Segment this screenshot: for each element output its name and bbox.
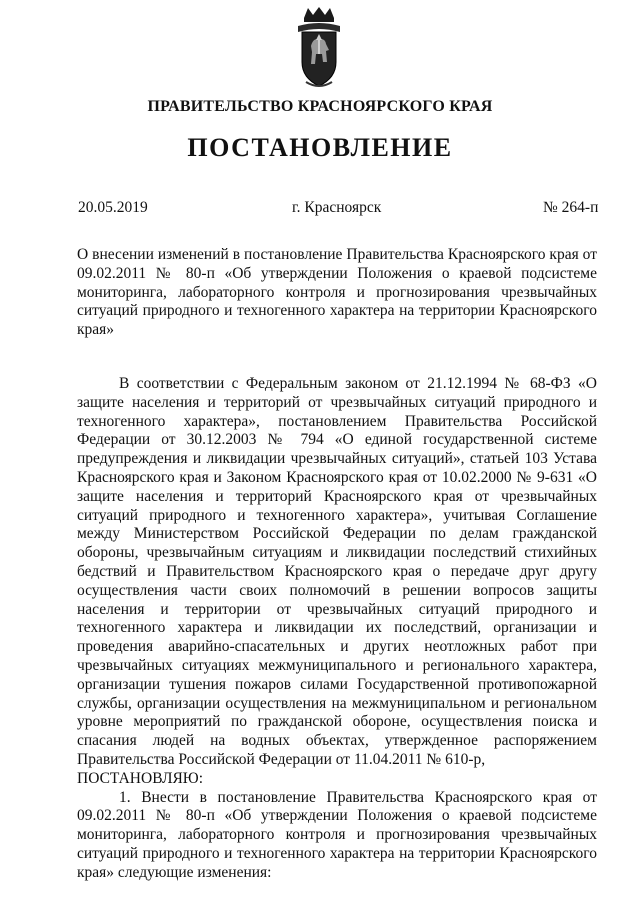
government-name: ПРАВИТЕЛЬСТВО КРАСНОЯРСКОГО КРАЯ	[147, 98, 493, 115]
document-body	[77, 375, 597, 883]
document-type-title: ПОСТАНОВЛЕНИЕ	[187, 133, 453, 162]
document-subject: О внесении изменений в постановление Правительства Красноярского края от 09.02.2011 № 80-п «Об утверждении Положения о краевой подсистеме мониторинга, лабораторного контроля и прогнозирования чрезвычайных ситуаций природного и техногенного характера на территории Красноярского края»	[77, 246, 597, 339]
decree-word: ПОСТАНОВЛЯЮ:	[77, 769, 204, 787]
document-number: № 264-п	[543, 199, 599, 216]
krasnoyarsk-coat-of-arms-icon	[296, 6, 342, 92]
document-city: г. Красноярск	[292, 199, 382, 216]
document-date: 20.05.2019	[78, 199, 148, 216]
item-1-paragraph: 1. Внести в постановление Правительства Красноярского края от 09.02.2011 № 80-п «Об утверждении Положения о краевой подсистеме мониторинга, лабораторного контроля и прогнозирования чрезвычайных ситуаций природного и техногенного характера на территории Красноярского края» следующие изменения:	[77, 788, 597, 881]
preamble-paragraph: В соответствии с Федеральным законом от 21.12.1994 № 68-ФЗ «О защите населения и территорий от чрезвычайных ситуаций природного и техногенного характера», постановлением Правительства Российской Федерации от 30.12.2003 № 794 «О единой государственной системе предупреждения и ликвидации чрезвычайных ситуаций», статьей 103 Устава Красноярского края и Законом Красноярского края от 10.02.2000 № 9-631 «О защите населения и территорий Красноярского края от чрезвычайных ситуаций природного и техногенного характера», учитывая Соглашение между Министерством Российской Федерации по делам гражданской обороны, чрезвычайным ситуациям и ликвидации последствий стихийных бедствий и Правительством Красноярского края о передаче друг другу осуществления части своих полномочий в решении вопросов защиты населения и территории от чрезвычайных ситуаций природного и техногенного характера и ликвидации их последствий, организации и проведения аварийно-спасательных и других неотложных работ при чрезвычайных ситуациях межмуниципального и регионального характера, организации тушения пожаров силами Государственной противопожарной службы, организации осуществления на межмуниципальном и региональном уровне мероприятий по гражданской обороне, осуществления поиска и спасания людей на водных объектах, утвержденное распоряжением Правительства Российской Федерации от 11.04.2011 № 610-р,	[77, 375, 597, 768]
